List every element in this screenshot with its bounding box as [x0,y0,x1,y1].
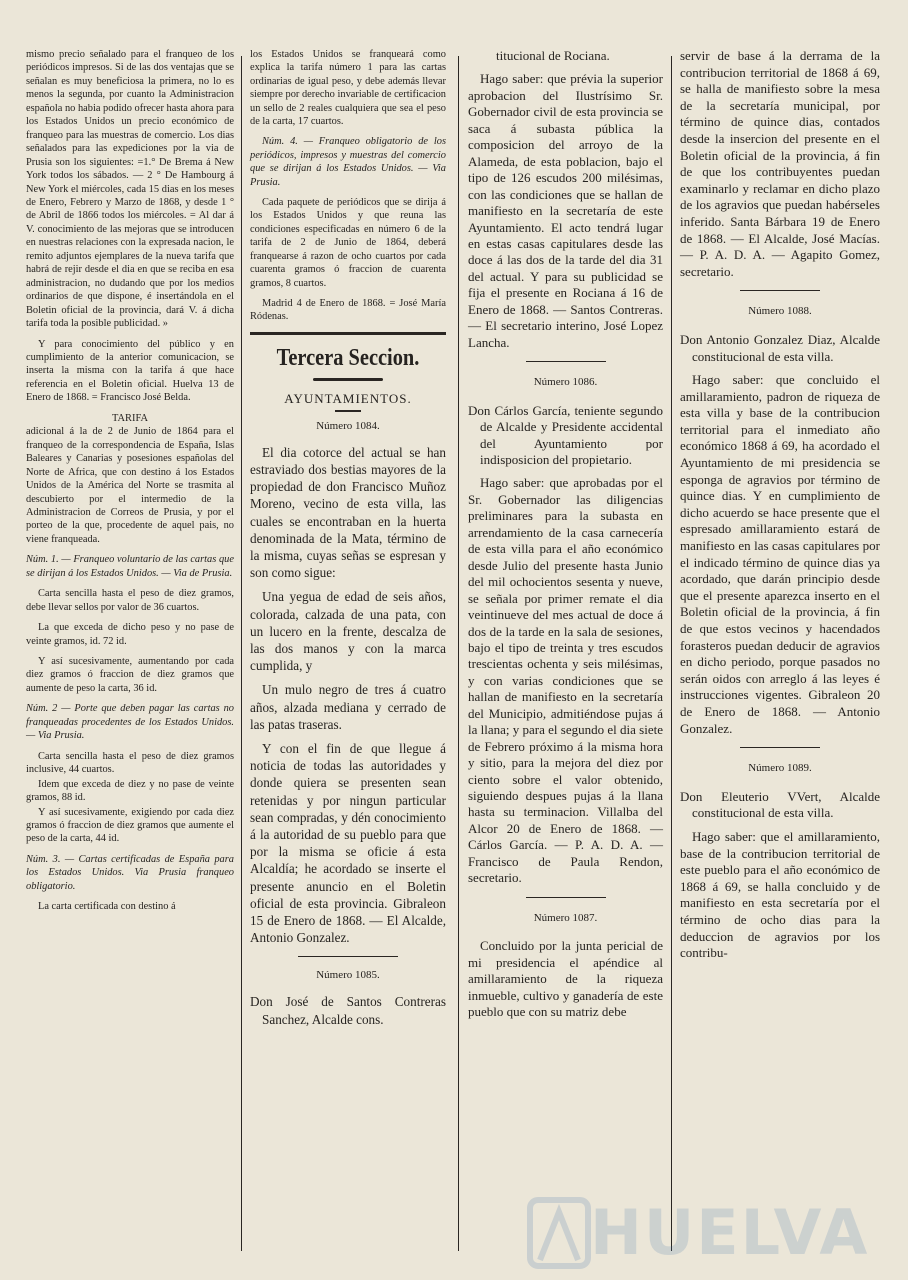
paragraph: Un mulo negro de tres á cuatro años, alzada mediana y cerrado de las patas traseras. [250,682,446,732]
paragraph: Y con el fin de que llegue á noticia de todas las autoridades y donde quiera se presenten sean retenidas y por ningun particular sean compradas, y dén conocimiento á la autoridad de su pueblo para que por la misma se oficie á esta Alcaldía; he acordado se inserte el presente anuncio en el Boletin oficial de esta provincia. Gibraleon 15 de Enero de 1868. — El Alcalde, Antonio Gonzalez. [250,740,446,946]
paragraph: Don José de Santos Contreras Sanchez, Alcalde cons. [250,994,446,1027]
notice-number: Número 1089. [748,762,812,775]
paragraph: Concluido por la junta pericial de mi presidencia el apéndice al amillaramiento de la riqueza inmueble, cultivo y ganadería de este pueblo que con su matriz debe [468,938,663,1020]
paragraph: Una yegua de edad de seis años, colorada, calzada de una pata, con un lucero en la frente, descalza de las dos manos y con la marca cumplida, y [250,589,446,674]
notice-number: Número 1087. [533,911,598,924]
notice-number: Número 1085. [316,969,380,982]
column-divider [241,56,242,1251]
paragraph: Carta sencilla hasta el peso de diez gramos inclusive, 44 cuartos. [26,750,234,776]
paragraph: Hago saber: que el amillaramiento, base de la contribucion territorial de este pueblo para el año económico de 1868 á 69, se halla concluido y de manifiesto en esta secretaría por el término de ocho dias para la deduccion de agravios por los contribu- [680,828,880,961]
paragraph: Y para conocimiento del público y en cumplimiento de la anterior comunicacion, se inserta la misma con la tarifa á que hace referencia en el Boletin oficial. Huelva 13 de Enero de 1868. = Francisco José Belda. [26,338,234,404]
column-divider [671,56,672,1251]
signature-line: Madrid 4 de Enero de 1868. = José María Ródenas. [250,297,446,323]
column-2 [250,48,446,1035]
paragraph: Hago saber: que prévia la superior aprobacion del Ilustrísimo Sr. Gobernador civil de esta provincia se saca á subasta pública la composicion del arroyo de la Alameda, de esta poblacion, bajo el tipo de 126 escudos 200 milésimas, con las condiciones que se hallan de manifiesto en la secretaría de este Ayuntamiento. El acto tendrá lugar en estas casas capitulares desde las doce á las dos de la tarde del dia 31 del actual. Y para su publicidad se fija el presente en Rociana á 16 de Enero de 1868. — Santos Contreras. — El secretario interino, José Lopez Lancha. [468,71,663,350]
paragraph: Y así sucesivamente, aumentando por cada diez gramos ó fraccion de diez gramos que aumente de peso la carta, 36 id. [26,656,234,694]
paragraph: Cada paquete de periódicos que se dirija á los Estados Unidos y que reuna las condiciones especificadas en número 6 de la tarifa de 2 de Junio de 1864, deberá franquearse á razon de ocho cuartos por cada cuarenta gramos ó fraccion de cuarenta gramos, 8 cuartos. [250,197,446,289]
paragraph: Don Cárlos García, teniente segundo de Alcalde y Presidente accidental del Ayuntamiento por indisposicion del propietario. [468,402,663,467]
paragraph: adicional á la de 2 de Junio de 1864 para el franqueo de la correspondencia de España, Islas Baleares y Canarias y posesiones españolas del Norte de Africa, que con destino á los Estados Unidos de la América del Norte se trasmita al descubierto por el intermedio de la Administracion de Correos de Prusia, y por el porteo de la que, procedente de aquel pais, no viene franqueada. [26,426,234,545]
section-rule [250,332,446,335]
column-3 [468,48,663,1027]
watermark-text: HUELVA [590,1196,870,1269]
section-title: Tercera Seccion. [276,344,420,371]
paragraph: mismo precio señalado para el franqueo de los periódicos impresos. Si de las dos ventajas que se señalan es muy beneficiosa la primera, no lo es menos la segunda, por cuanto la Administracion española no habia podido ofrecer hasta ahora para los Estados Unidos un precio económico de franqueo para las muestras de comercio. Los dias señalados para las expediciones por la via de Prusia son los siguientes: =1.° De Brema á New York todos los sábados. — 2 ° De Hambourg á New York el miércoles, cada 15 dias en los meses de Enero, Febrero y Marzo de 1868, y desde 1 ° de Abril de 1866 todos los miércoles. = Al dar á V. conocimiento de las mejoras que se introducen en nuestras relaciones con la expresada nacion, le remito adjuntos ejemplares de la nueva tarifa que habrá de rejir desde el dia en que se reciba en esa administracion, no dudando que por los medios ordinarios de que dispone, é insertándola en el Boletin oficial de la provincia, dará V. á dicha tarifa toda la posible publicidad. » [26,49,235,330]
column-divider [458,56,459,1251]
section-subtitle: AYUNTAMIENTOS. [284,390,412,406]
divider-rule [298,956,398,957]
column-1 [26,48,234,921]
paragraph: servir de base á la derrama de la contribucion territorial de 1868 á 69, se halla de manifiesto sobre la mesa de la secretaría municipal, por término de quince dias, contados desde la insercion del presente en el Boletin oficial de la provincia, á fin de que los contribuyentes puedan examinarlo y reclamar en dicho plazo de los agravios que puedan habérseles inferido. Santa Bárbara 19 de Enero de 1868. — El Alcalde, José Macías. — P. A. D. A. — Agapito Gomez, secretario. [680,48,880,279]
column-4 [680,48,880,969]
divider-rule [740,290,820,291]
notice-number: Número 1084. [316,419,380,432]
tariff-heading: Núm. 4. — Franqueo obligatorio de los periódicos, impresos y muestras del comercio que se dirijan á los Estados Unidos. — Via Prusia. [250,136,446,188]
notice-number: Número 1088. [748,305,812,318]
divider-rule [526,361,606,362]
paragraph: Idem que exceda de diez y no pase de veinte gramos, 88 id. [26,778,234,804]
notice-number: Número 1086. [533,376,598,389]
paragraph: La carta certificada con destino á [38,901,176,913]
tariff-heading: Núm. 2 — Porte que deben pagar las cartas no franqueadas procedentes de los Estados Unidos. — Via Prusia. [26,703,234,742]
divider-rule [526,897,606,898]
tarifa-title: TARIFA [112,412,148,424]
paragraph: los Estados Unidos se franqueará como explica la tarifa número 1 para las cartas ordinarias de igual peso, y debe además llevar siempre por derecho invariable de certificacion un sello de 2 reales cualquiera que sea el peso de la carta, 17 cuartos. [250,49,446,128]
paragraph: Carta sencilla hasta el peso de diez gramos, debe llevar sellos por valor de 36 cuartos. [26,588,234,613]
paragraph: Y así sucesivamente, exigiendo por cada diez gramos ó fraccion de diez gramos que aumente el peso de la carta, 44 id. [26,806,234,845]
paragraph: La que exceda de dicho peso y no pase de veinte gramos, id. 72 id. [26,622,234,647]
paragraph: Hago saber: que concluido el amillaramiento, padron de riqueza de esta villa y base de la contribucion territorial para el inmediato año económico 1868 á 69, ha acordado el Ayuntamiento de mi presidencia se esponga de agravios por término de quince dias. Y en cumplimiento de dicho acuerdo se hace presente que el espresado amillaramiento estará de manifiesto en las casas capitulares por el indicado término de quince dias ya acordado, que darán principio desde que el presente aparezca inserto en el Boletin oficial de la provincia, á fin de que estos vecinos y hacendados forasteros puedan deducir de agravios en dicho periodo, porque pasados no serán oidos con arreglo á las leyes é instrucciones vigentes. Gibraleon 20 de Enero de 1868. — Antonio Gonzalez. [680,372,880,736]
paragraph: Don Eleuterio VVert, Alcalde constitucional de esta villa. [680,788,880,821]
tariff-heading: Núm. 3. — Cartas certificadas de España para los Estados Unidos. Via Prusia franqueo obligatorio. [26,853,234,892]
paragraph: El dia cotorce del actual se han estraviado dos bestias mayores de la propiedad de don Francisco Muñoz Moreno, vecino de esta villa, las cuales se encontraban en la huerta denominada de la Mata, término de la misma, cuyas señas se espresan y son como sigue: [250,444,446,581]
paragraph: Hago saber: que aprobadas por el Sr. Gobernador las diligencias preliminares para la subasta en arrendamiento de la casa carnecería de esta villa para el año económico desde Julio del presente hasta Junio del mil ochocientos sesenta y nueve, se señala por primer remate el dia veintinueve del mes actual de doce á dos de la tarde en la sala de sesiones, bajo el tipo de treinta y tres escudos trescientas ochenta y seis milésimas, y con varias condiciones que se hallan de manifiesto en la secretaría del Municipio, admitiéndose pujas á la llana; y para el segundo el dia siete de Febrero próximo á la misma hora y sitio, para la mejora del diez por ciento sobre el valor obtenido, siguiendo despues pujas á la llana hasta su terminacion. Villalba del Alcor 20 de Enero de 1868. — Cárlos García. — P. A. D. A. — Francisco de Paula Rendon, secretario. [468,475,663,886]
tariff-heading: Núm. 1. — Franqueo voluntario de las cartas que se dirijan á los Estados Unidos. — Via de Prusia. [26,554,234,579]
ornament-rule [313,378,383,381]
divider-rule [740,747,820,748]
paragraph: Don Antonio Gonzalez Diaz, Alcalde constitucional de esta villa. [680,331,880,364]
paragraph: titucional de Rociana. [496,48,610,63]
ornament-rule [335,410,361,412]
